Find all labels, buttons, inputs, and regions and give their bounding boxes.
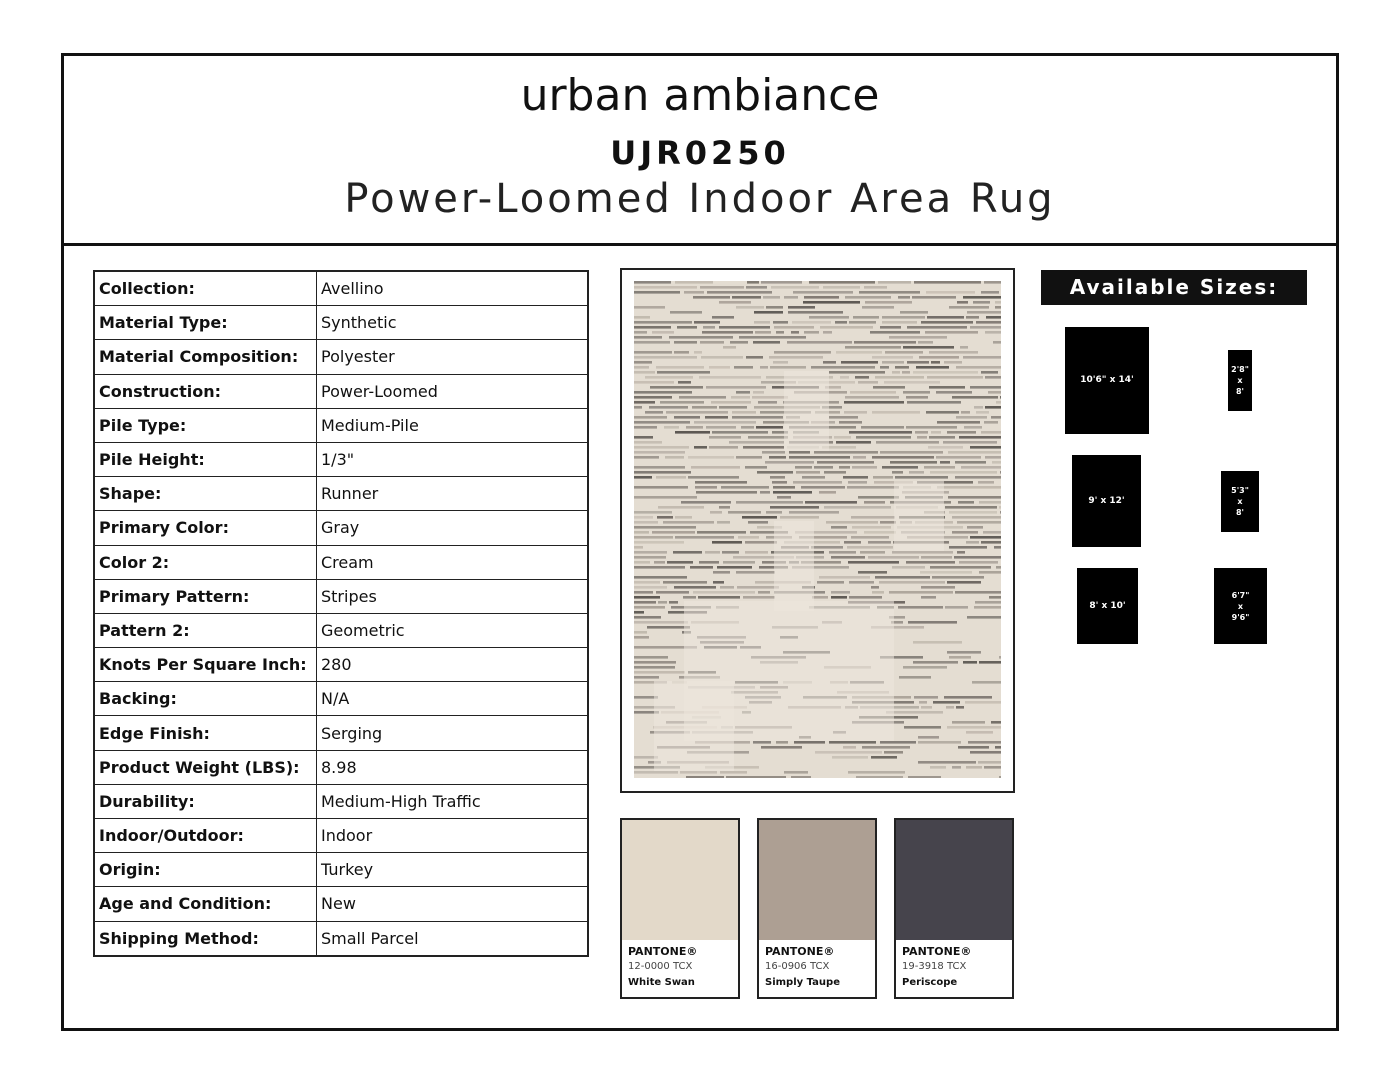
spec-label: Edge Finish:	[94, 716, 317, 750]
spec-value: Medium-Pile	[317, 408, 589, 442]
spec-row	[94, 750, 588, 784]
swatch-color	[896, 820, 1012, 940]
size-8x10: 8' x 10'	[1077, 568, 1138, 644]
size-6x9: 6'7" x 9'6"	[1214, 568, 1267, 644]
spec-label: Pile Height:	[94, 442, 317, 476]
spec-value: Stripes	[317, 579, 589, 613]
spec-value: Serging	[317, 716, 589, 750]
spec-row	[94, 340, 588, 374]
swatch-color	[759, 820, 875, 940]
rug-image-frame	[620, 268, 1015, 793]
spec-label: Indoor/Outdoor:	[94, 819, 317, 853]
spec-label: Primary Pattern:	[94, 579, 317, 613]
spec-value: 1/3"	[317, 442, 589, 476]
swatch-simply-taupe	[757, 818, 877, 999]
swatch-code: 12-0000 TCX	[628, 961, 693, 972]
spec-value: N/A	[317, 682, 589, 716]
spec-value: Polyester	[317, 340, 589, 374]
swatch-brand: PANTONE®	[628, 945, 698, 958]
spec-label: Pile Type:	[94, 408, 317, 442]
spec-row	[94, 408, 588, 442]
spec-label: Backing:	[94, 682, 317, 716]
spec-value: Cream	[317, 545, 589, 579]
product-subtitle: Power-Loomed Indoor Area Rug	[344, 176, 1056, 222]
spec-label: Age and Condition:	[94, 887, 317, 921]
swatch-code: 16-0906 TCX	[765, 961, 830, 972]
spec-row	[94, 921, 588, 956]
spec-row	[94, 579, 588, 613]
swatch-code: 19-3918 TCX	[902, 961, 967, 972]
spec-label: Primary Color:	[94, 511, 317, 545]
spec-row	[94, 374, 588, 408]
spec-value: Synthetic	[317, 306, 589, 340]
swatch-periscope	[894, 818, 1014, 999]
spec-label: Material Type:	[94, 306, 317, 340]
spec-row	[94, 682, 588, 716]
header	[64, 56, 1336, 246]
spec-value: Gray	[317, 511, 589, 545]
available-sizes-title: Available Sizes:	[1041, 270, 1307, 305]
swatch-name: Periscope	[902, 977, 958, 988]
spec-label: Material Composition:	[94, 340, 317, 374]
swatch-white-swan	[620, 818, 740, 999]
spec-value: 280	[317, 648, 589, 682]
spec-row	[94, 477, 588, 511]
size-5x8: 5'3" x 8'	[1221, 471, 1259, 532]
spec-label: Construction:	[94, 374, 317, 408]
size-10x14: 10'6" x 14'	[1065, 327, 1149, 434]
spec-row	[94, 442, 588, 476]
spec-row	[94, 271, 588, 306]
spec-value: Power-Loomed	[317, 374, 589, 408]
spec-value: Runner	[317, 477, 589, 511]
brand-name: urban ambiance	[520, 70, 880, 121]
spec-row	[94, 819, 588, 853]
spec-row	[94, 613, 588, 647]
swatch-brand: PANTONE®	[902, 945, 972, 958]
spec-label: Shipping Method:	[94, 921, 317, 956]
spec-label: Shape:	[94, 477, 317, 511]
spec-value: Small Parcel	[317, 921, 589, 956]
spec-label: Knots Per Square Inch:	[94, 648, 317, 682]
spec-value: New	[317, 887, 589, 921]
spec-row	[94, 306, 588, 340]
spec-label: Pattern 2:	[94, 613, 317, 647]
spec-value: Indoor	[317, 819, 589, 853]
spec-row	[94, 887, 588, 921]
spec-label: Durability:	[94, 784, 317, 818]
swatch-name: Simply Taupe	[765, 977, 840, 988]
spec-value: Avellino	[317, 271, 589, 306]
spec-label: Product Weight (LBS):	[94, 750, 317, 784]
spec-row	[94, 716, 588, 750]
spec-row	[94, 784, 588, 818]
spec-label: Origin:	[94, 853, 317, 887]
spec-row	[94, 545, 588, 579]
rug-image	[634, 281, 1001, 778]
spec-value: 8.98	[317, 750, 589, 784]
spec-row	[94, 511, 588, 545]
product-sku: UJR0250	[610, 134, 790, 172]
spec-row	[94, 853, 588, 887]
swatch-brand: PANTONE®	[765, 945, 835, 958]
spec-value: Geometric	[317, 613, 589, 647]
spec-row	[94, 648, 588, 682]
spec-sheet-frame	[61, 53, 1339, 1031]
spec-label: Color 2:	[94, 545, 317, 579]
spec-table	[93, 270, 589, 957]
spec-value: Medium-High Traffic	[317, 784, 589, 818]
swatch-name: White Swan	[628, 977, 695, 988]
size-9x12: 9' x 12'	[1072, 455, 1141, 547]
spec-label: Collection:	[94, 271, 317, 306]
swatch-color	[622, 820, 738, 940]
size-2x8: 2'8" x 8'	[1228, 350, 1252, 411]
spec-value: Turkey	[317, 853, 589, 887]
